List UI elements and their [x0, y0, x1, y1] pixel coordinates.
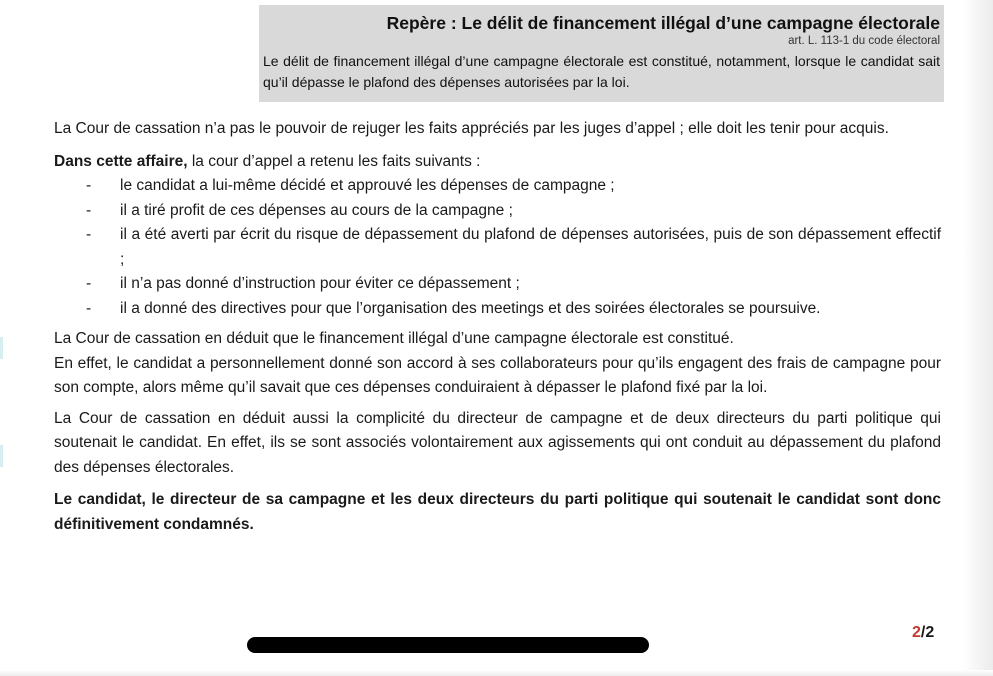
dash-bullet: - — [86, 201, 92, 219]
paragraph-conclusion: Le candidat, le directeur de sa campagne et les deux directeurs du parti politique qui soutenait le candidat sont donc définitivement condamnés. — [54, 491, 941, 533]
fact-text: le candidat a lui-même décidé et approuvé les dépenses de campagne ; — [120, 177, 615, 194]
page-bottom-edge — [0, 670, 993, 676]
page-total: 2 — [925, 624, 935, 641]
facts-list — [54, 174, 941, 321]
facts-intro — [54, 150, 941, 175]
page-separator: / — [920, 624, 926, 641]
repere-box — [259, 5, 944, 102]
list-item — [54, 272, 941, 297]
list-item — [54, 297, 941, 322]
main-text — [54, 117, 941, 537]
paragraph-explanation: En effet, le candidat a personnellement donné son accord à ses collaborateurs pour qu’ils engagent des frais de campagne pour son compte, alors même qu’il savait que ces dépenses conduiraient à dépasser le plafond fixé par la loi. — [54, 354, 941, 396]
page-edge-shadow — [963, 0, 993, 676]
paragraph-complicity: La Cour de cassation en déduit aussi la complicité du directeur de campagne et de deux directeurs du parti politique qui soutenait le candidat. En effet, ils se sont associés volontairement aux agissements qui ont conduit au dépassement du plafond des dépenses électorales. — [54, 409, 941, 476]
list-item — [54, 199, 941, 224]
list-item — [54, 174, 941, 199]
fact-text: il a été averti par écrit du risque de dépassement du plafond de dépenses autorisées, puis de son dépassement effectif ; — [120, 226, 941, 268]
page-current: 2 — [912, 624, 921, 641]
paragraph-court-power: La Cour de cassation n’a pas le pouvoir de rejuger les faits appréciés par les juges d’appel ; elle doit les tenir pour acquis. — [54, 120, 889, 137]
repere-title: Repère : Le délit de financement illégal d’une campagne électorale — [386, 13, 940, 33]
repere-text: Le délit de financement illégal d’une campagne électorale est constitué, notamment, lorsque le candidat sait qu’il dépasse le plafond des dépenses autorisées par la loi. — [263, 53, 940, 90]
paragraph-deduction: La Cour de cassation en déduit que le financement illégal d’une campagne électorale est constitué. — [54, 330, 734, 347]
dash-bullet: - — [86, 177, 92, 194]
fact-text: il a donné des directives pour que l’organisation des meetings et des soirées électorales se poursuive. — [120, 299, 821, 317]
facts-intro-bold: Dans cette affaire, — [54, 152, 188, 170]
repere-reference: art. L. 113-1 du code électoral — [788, 35, 940, 47]
fact-text: il n’a pas donné d’instruction pour éviter ce dépassement ; — [120, 275, 520, 292]
list-item — [54, 223, 941, 272]
page-number — [912, 624, 934, 642]
facts-intro-rest: la cour d’appel a retenu les faits suivants : — [187, 152, 481, 170]
dash-bullet: - — [86, 299, 92, 317]
fact-text: il a tiré profit de ces dépenses au cours de la campagne ; — [120, 201, 513, 219]
dash-bullet: - — [86, 226, 92, 243]
home-indicator-bar[interactable] — [247, 637, 649, 653]
dash-bullet: - — [86, 275, 92, 292]
